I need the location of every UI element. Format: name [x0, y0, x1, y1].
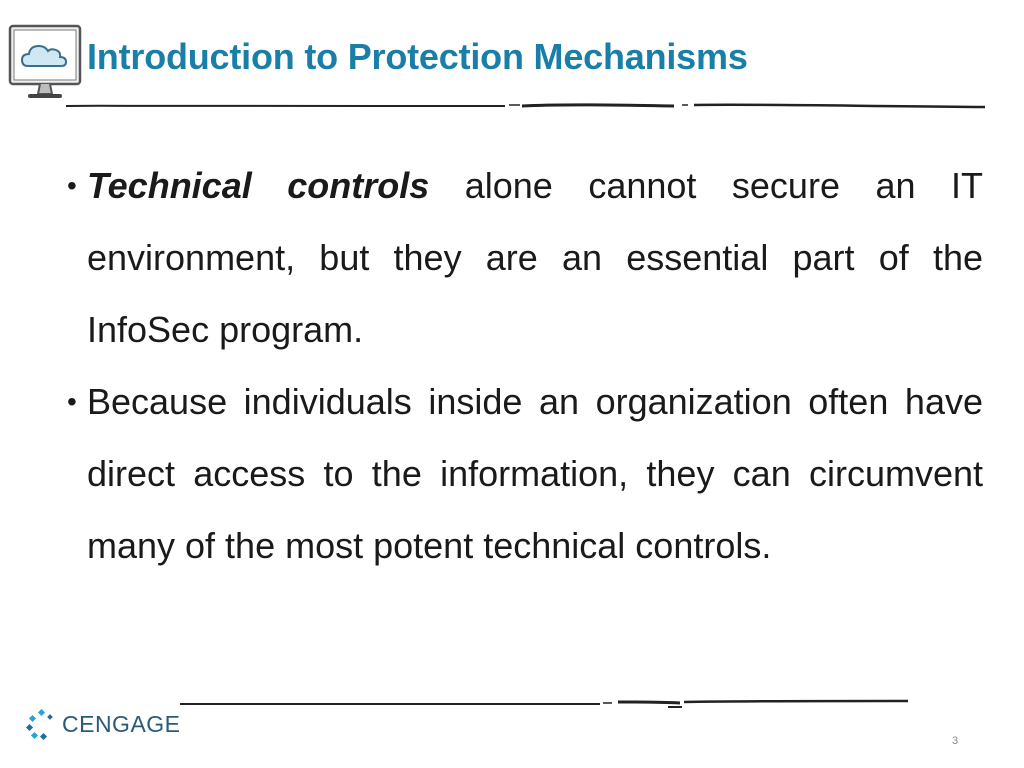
bullet-item [65, 150, 983, 366]
cengage-wordmark: CENGAGE [62, 710, 181, 737]
slide-title: Introduction to Protection Mechanisms [87, 36, 748, 77]
bullet-item [65, 366, 983, 582]
title-divider [0, 92, 1024, 122]
cengage-logo-icon [26, 708, 58, 740]
bullet-emphasis: Technical controls [87, 165, 430, 206]
page-number: 3 [952, 735, 959, 747]
bullet-marker: • [67, 170, 77, 201]
bullet-text: Because individuals inside an organization often have direct access to the information, they can circumvent many of the most potent technical controls. [87, 381, 983, 566]
cengage-logo [26, 708, 181, 740]
bullet-text: alone cannot secure an IT environment, but they are an essential part of the InfoSec program. [87, 165, 983, 350]
slide-body [65, 150, 983, 582]
bullet-marker: • [67, 386, 77, 417]
